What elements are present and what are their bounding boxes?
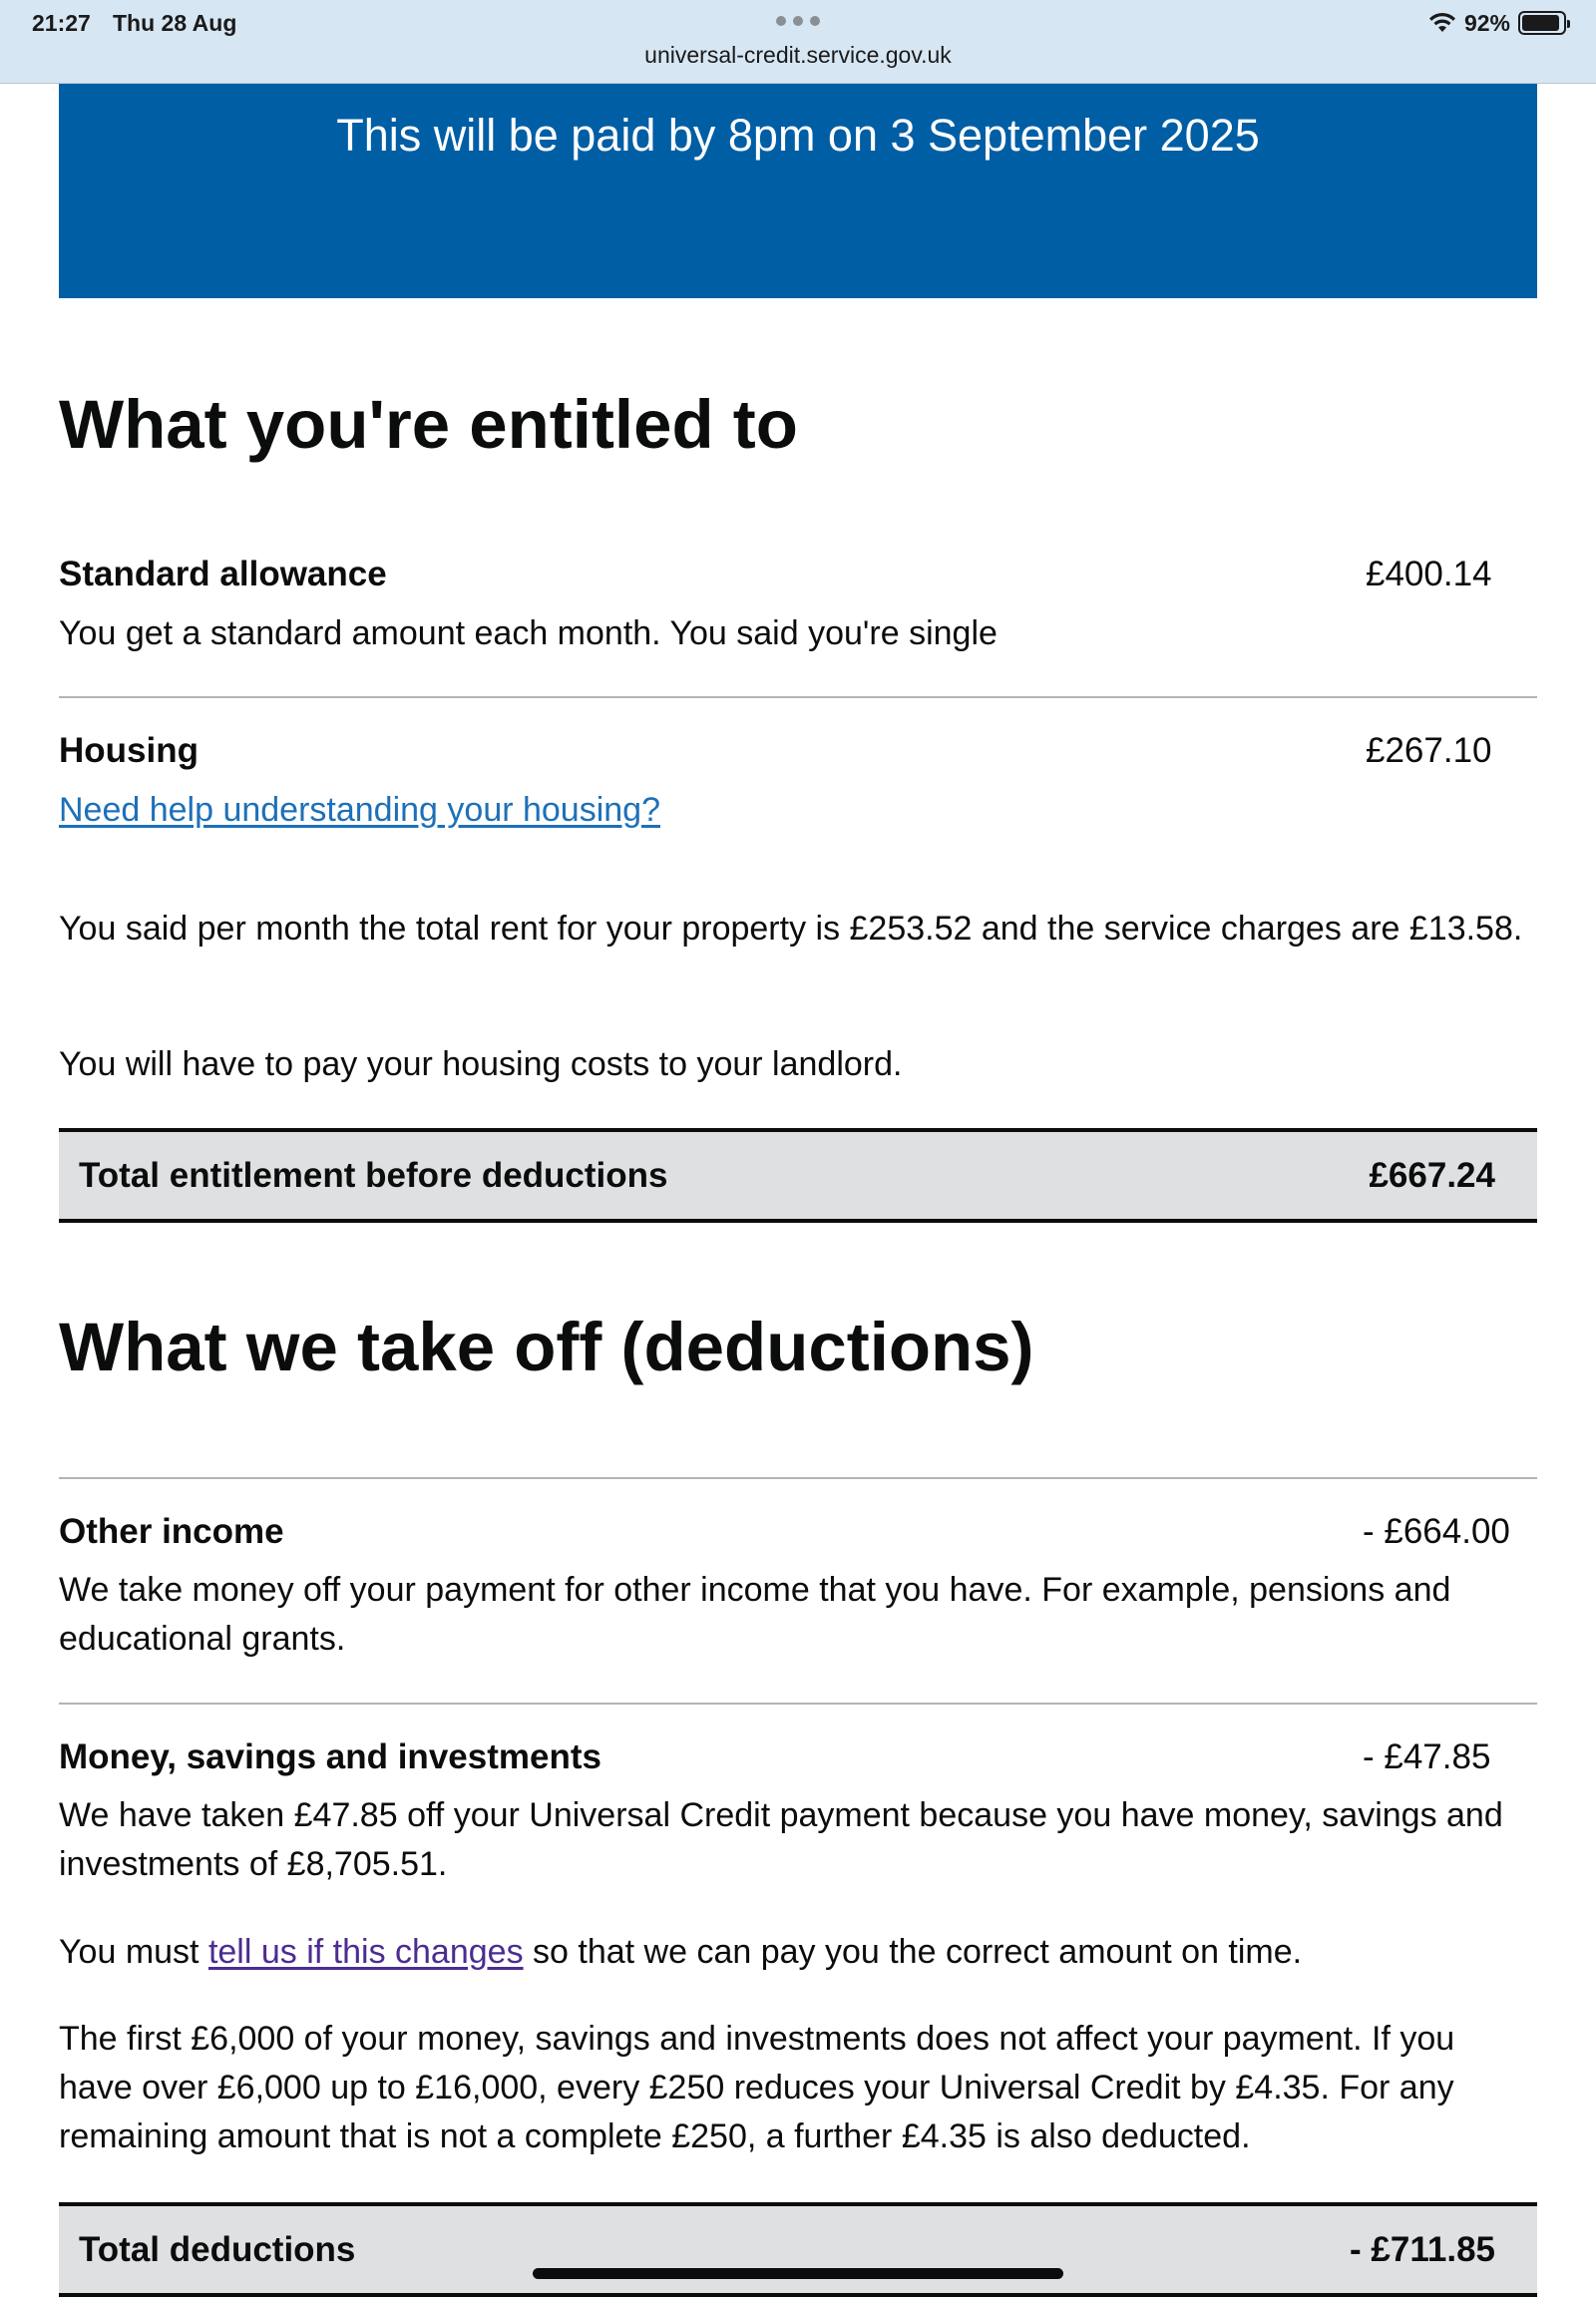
- status-time: 21:27: [32, 10, 91, 36]
- battery-icon: [1518, 11, 1566, 35]
- other-income-amount: - £664.00: [1363, 1512, 1510, 1551]
- other-income-description: We take money off your payment for other income that you have. For example, pensions and educational grants.: [59, 1571, 1451, 1658]
- housing-rent-text: You said per month the total rent for your property is £253.52 and the service charges are £13.58.: [59, 910, 1523, 948]
- divider: [59, 696, 1537, 698]
- total-deductions-label: Total deductions: [79, 2230, 356, 2269]
- savings-rules-text: The first £6,000 of your money, savings and investments does not affect your payment. If you have over £6,000 up to £16,000, every £250 reduces your Universal Credit by £4.35. For any remaining amount that is not a complete £250, a further £4.35 is also deducted.: [59, 2020, 1455, 2155]
- status-right-cluster: [1428, 8, 1566, 38]
- status-date: Thu 28 Aug: [113, 10, 237, 36]
- total-entitlement-bar: [59, 1128, 1537, 1223]
- tell-us-link[interactable]: tell us if this changes: [207, 1933, 524, 1971]
- total-entitlement-label: Total entitlement before deductions: [79, 1156, 668, 1195]
- browser-status-bar: [0, 0, 1596, 84]
- total-entitlement-value: £667.24: [1369, 1156, 1495, 1195]
- battery-fill: [1522, 15, 1559, 31]
- more-dots-icon[interactable]: [776, 16, 820, 28]
- address-bar-url[interactable]: universal-credit.service.gov.uk: [644, 42, 952, 68]
- savings-must-text: [59, 1928, 1535, 1977]
- standard-allowance-title: Standard allowance: [59, 555, 387, 593]
- total-deductions-bar: [59, 2202, 1537, 2297]
- housing-help-link[interactable]: Need help understanding your housing?: [59, 791, 661, 829]
- housing-amount: £267.10: [1366, 731, 1492, 770]
- must-suffix: so that we can pay you the correct amount on time.: [523, 1933, 1303, 1971]
- entitlement-heading: What you're entitled to: [59, 386, 798, 463]
- payment-date-banner: [59, 84, 1537, 298]
- must-prefix: You must: [59, 1933, 208, 1971]
- battery-percent: 92%: [1463, 9, 1510, 36]
- standard-allowance-amount: £400.14: [1366, 555, 1492, 593]
- deductions-heading: What we take off (deductions): [59, 1309, 1034, 1385]
- savings-description: We have taken £47.85 off your Universal Credit payment because you have money, savings and investments of £8,705.51.: [59, 1796, 1503, 1883]
- wifi-icon: [1428, 12, 1456, 34]
- home-indicator[interactable]: [533, 2268, 1063, 2279]
- payment-date-text: This will be paid by 8pm on 3 September 2025: [336, 110, 1260, 161]
- housing-pay-text: You will have to pay your housing costs to your landlord.: [59, 1045, 903, 1083]
- savings-title: Money, savings and investments: [59, 1737, 601, 1776]
- other-income-title: Other income: [59, 1512, 284, 1551]
- standard-allowance-description: You get a standard amount each month. You said you're single: [59, 614, 998, 652]
- savings-amount: - £47.85: [1363, 1737, 1491, 1776]
- housing-title: Housing: [59, 731, 199, 770]
- divider: [59, 1703, 1537, 1705]
- total-deductions-value: - £711.85: [1350, 2230, 1495, 2269]
- divider: [59, 1477, 1537, 1479]
